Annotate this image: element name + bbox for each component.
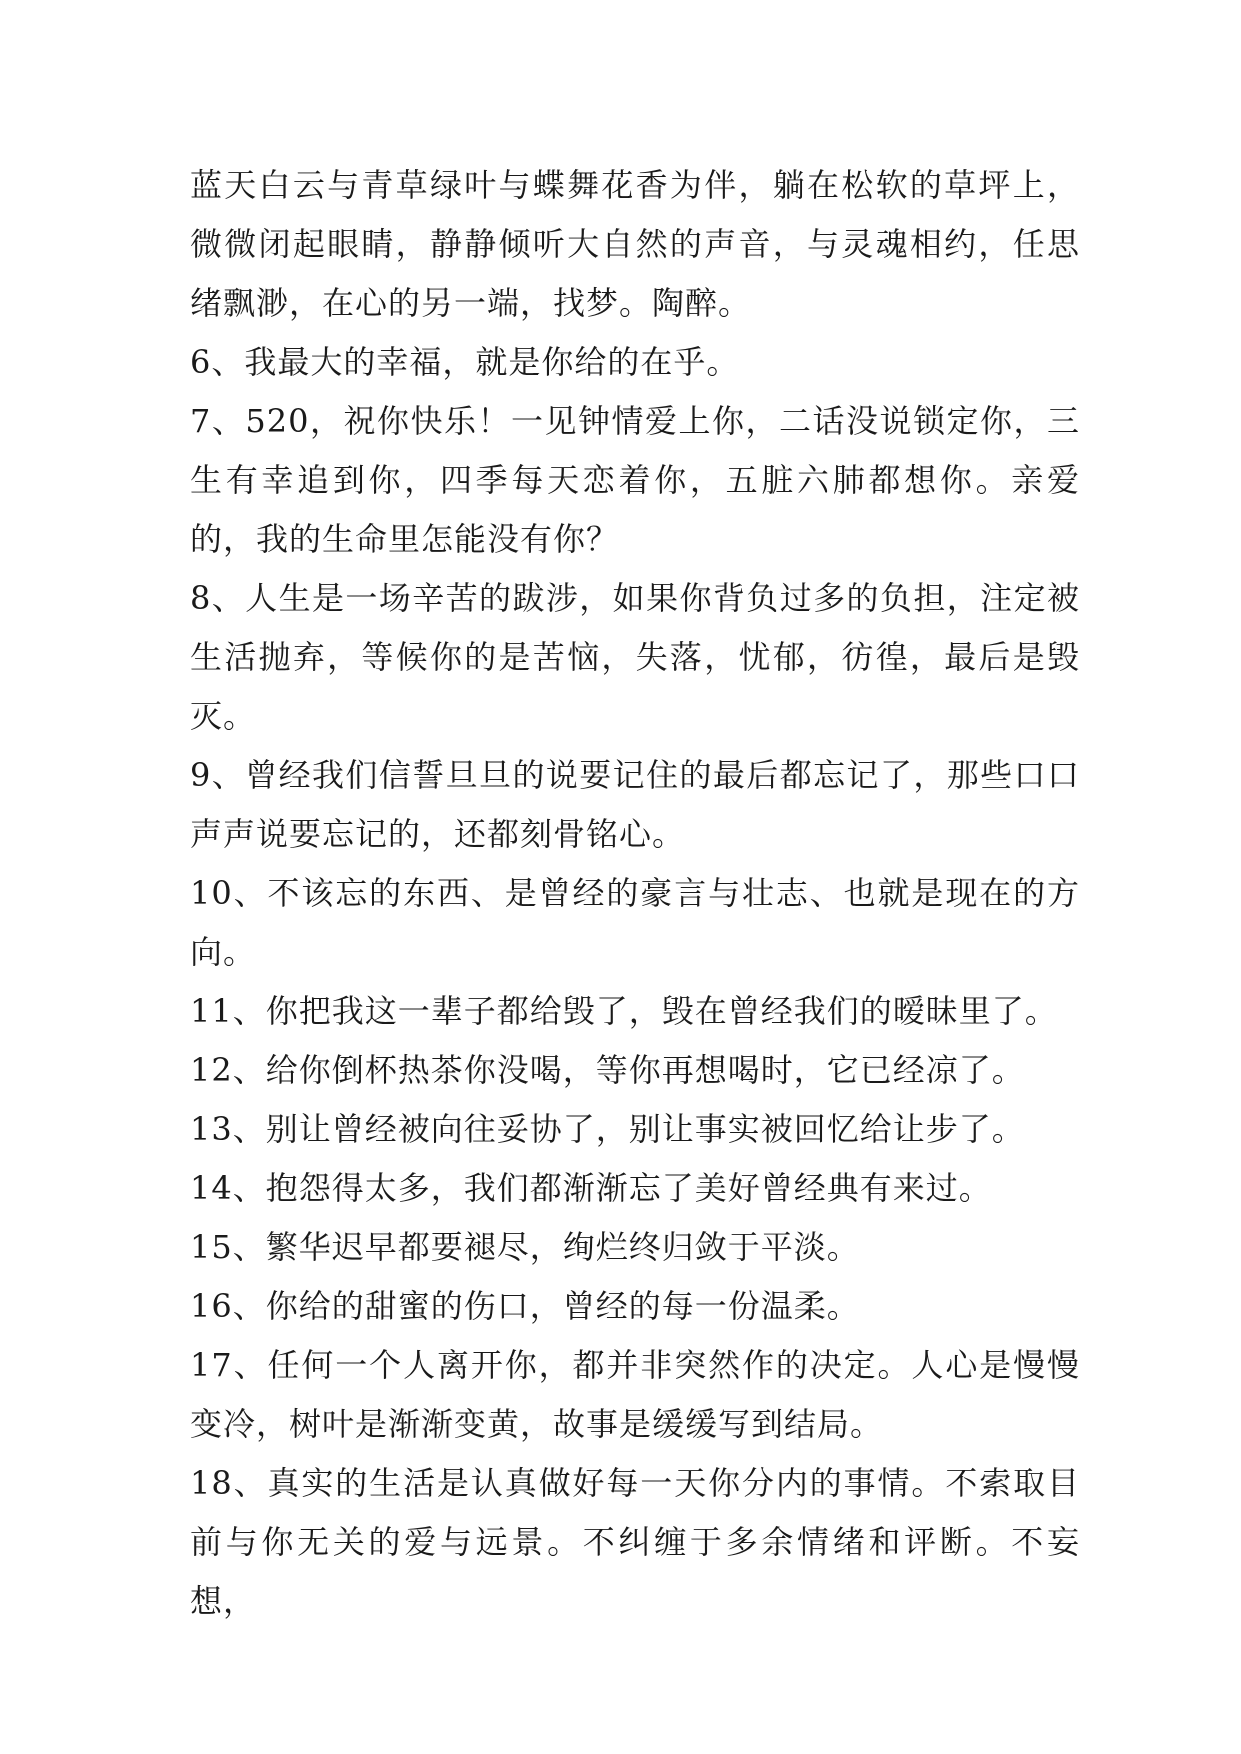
list-item-13: 13、别让曾经被向往妥协了，别让事实被回忆给让步了。: [190, 1110, 1025, 1148]
list-item-16: 16、你给的甜蜜的伤口，曾经的每一份温柔。: [190, 1287, 860, 1325]
list-item-18: 18、真实的生活是认真做好每一天你分内的事情。不索取目前与你无关的爱与远景。不纠缠于多余情绪和评断。不妄想，: [190, 1464, 1080, 1620]
document-body: [190, 156, 1080, 1631]
list-item-15: 15、繁华迟早都要褪尽，绚烂终归敛于平淡。: [190, 1228, 860, 1266]
list-item-7: 7、520，祝你快乐！一见钟情爱上你，二话没说锁定你，三生有幸追到你，四季每天恋着你，五脏六肺都想你。亲爱的，我的生命里怎能没有你？: [190, 402, 1080, 558]
list-item-14: 14、抱怨得太多，我们都渐渐忘了美好曾经典有来过。: [190, 1169, 992, 1207]
list-item-17: 17、任何一个人离开你，都并非突然作的决定。人心是慢慢变冷，树叶是渐渐变黄，故事是缓缓写到结局。: [190, 1346, 1080, 1443]
list-item-12: 12、给你倒杯热茶你没喝，等你再想喝时，它已经凉了。: [190, 1051, 1025, 1089]
paragraph-intro: 蓝天白云与青草绿叶与蝶舞花香为伴，躺在松软的草坪上，微微闭起眼睛，静静倾听大自然的声音，与灵魂相约，任思绪飘渺，在心的另一端，找梦。陶醉。: [190, 166, 1080, 322]
list-item-10: 10、不该忘的东西、是曾经的豪言与壮志、也就是现在的方向。: [190, 874, 1080, 971]
list-item-8: 8、人生是一场辛苦的跋涉，如果你背负过多的负担，注定被生活抛弃，等候你的是苦恼，失落，忧郁，彷徨，最后是毁灭。: [190, 579, 1080, 735]
list-item-11: 11、你把我这一辈子都给毁了，毁在曾经我们的暧昧里了。: [190, 992, 1058, 1030]
list-item-9: 9、曾经我们信誓旦旦的说要记住的最后都忘记了，那些口口声声说要忘记的，还都刻骨铭心。: [190, 756, 1080, 853]
list-item-6: 6、我最大的幸福，就是你给的在乎。: [190, 343, 740, 381]
